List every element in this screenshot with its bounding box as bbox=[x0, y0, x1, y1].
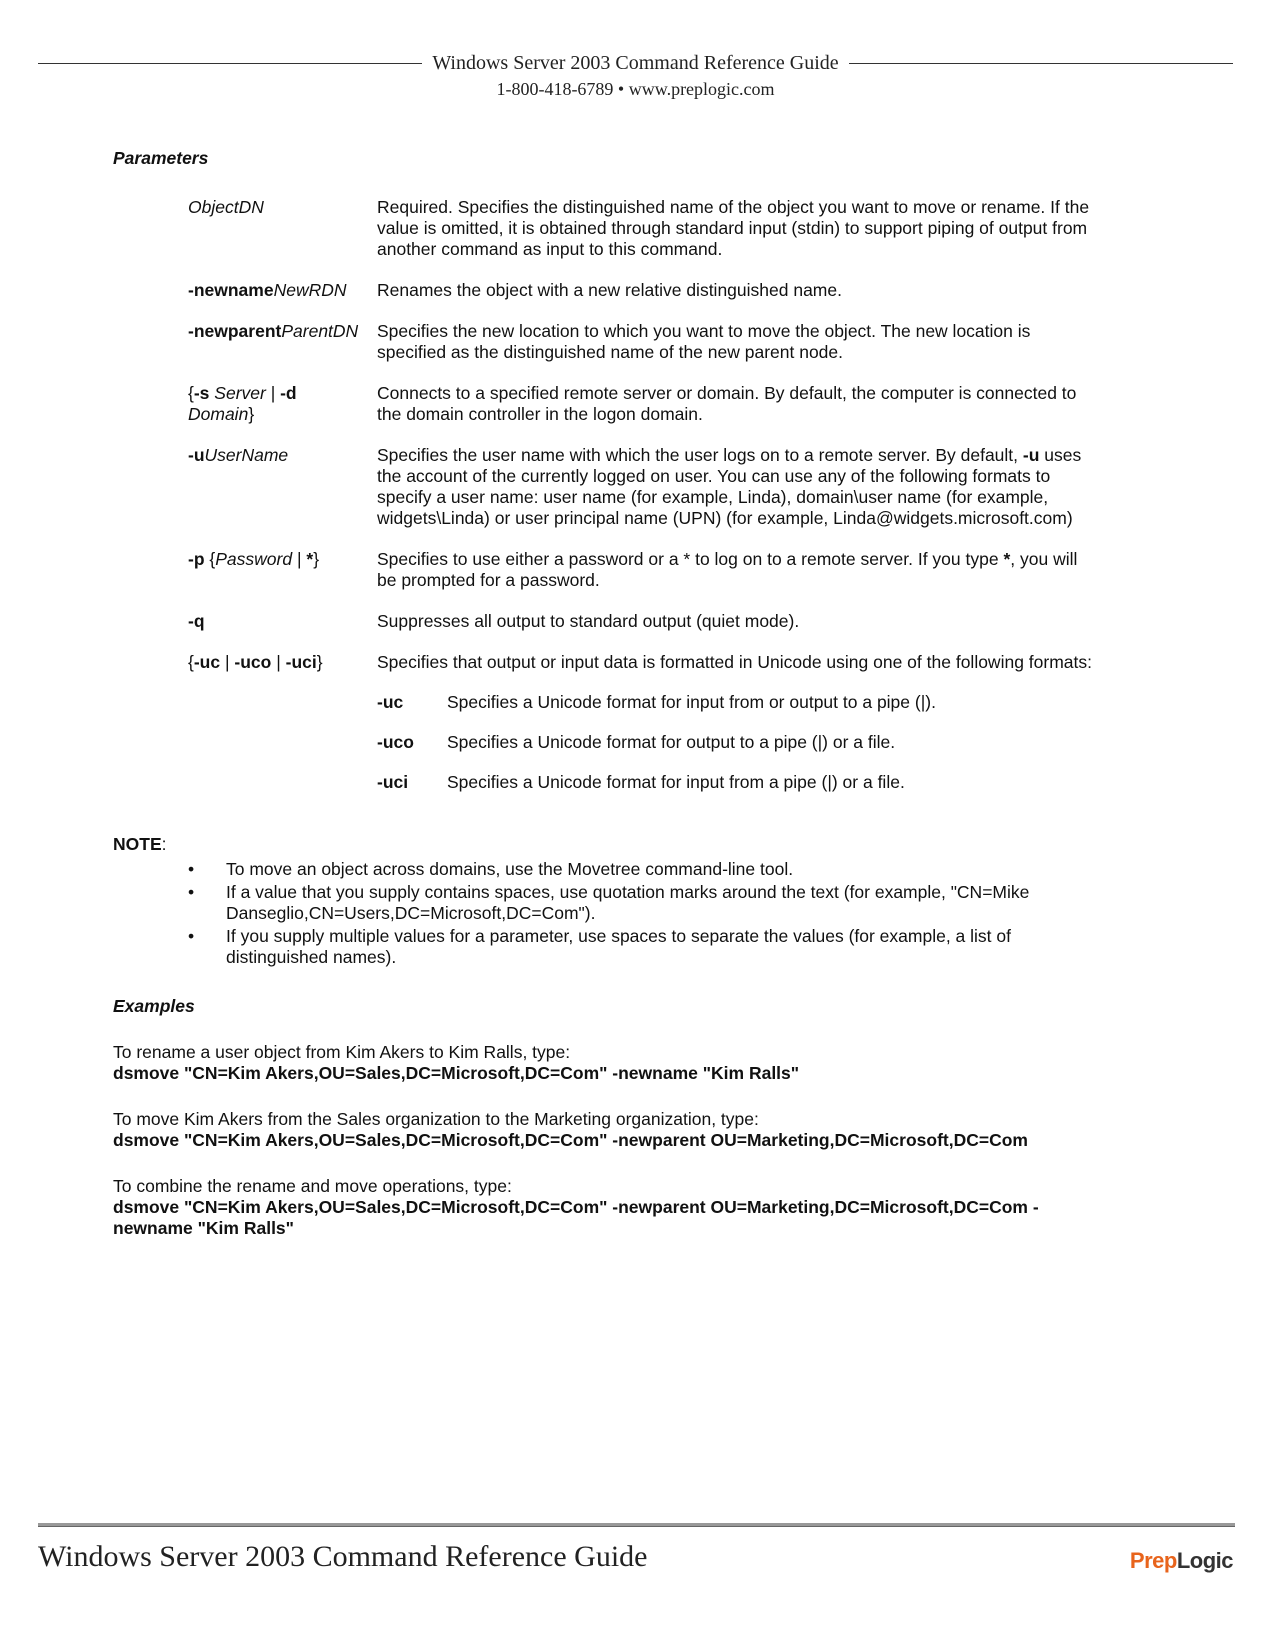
param-flag: -p bbox=[188, 549, 205, 569]
param-desc bbox=[377, 549, 1098, 591]
preplogic-logo bbox=[1130, 1548, 1233, 1574]
param-row-unicode bbox=[188, 652, 1098, 812]
footer-title: Windows Server 2003 Command Reference Guide bbox=[38, 1540, 648, 1573]
desc-part: Specifies the user name with which the user logs on to a remote server. By default, bbox=[377, 445, 1023, 465]
param-desc bbox=[377, 445, 1098, 529]
desc-part: , you will be prompted for a password. bbox=[377, 549, 1078, 590]
list-item-text: If you supply multiple values for a parameter, use spaces to separate the values (for example, a list of distinguished names). bbox=[226, 926, 1011, 967]
param-arg-domain: Domain bbox=[188, 404, 249, 424]
flag-uci: -uci bbox=[285, 652, 317, 672]
brace-open: { bbox=[188, 652, 194, 672]
option-desc: Specifies a Unicode format for input from a pipe (|) or a file. bbox=[447, 772, 905, 792]
note-heading bbox=[113, 834, 1113, 855]
param-name bbox=[188, 445, 377, 529]
footer-rule bbox=[38, 1523, 1235, 1527]
param-flag-d: -d bbox=[280, 383, 297, 403]
param-arg: NewRDN bbox=[273, 280, 347, 300]
bullet-icon: • bbox=[188, 859, 195, 879]
brace-close: } bbox=[313, 549, 320, 569]
param-desc: Required. Specifies the distinguished name of the object you want to move or rename. If the value is omitted, it is obtained through standard input (stdin) to support piping of output from another command as input to this command. bbox=[377, 197, 1090, 259]
header-contact: 1-800-418-6789 • www.preplogic.com bbox=[496, 79, 775, 99]
param-name: ObjectDN bbox=[188, 197, 264, 217]
list-item-text: To move an object across domains, use the Movetree command-line tool. bbox=[226, 859, 794, 879]
option-key: -uc bbox=[377, 692, 404, 712]
param-arg-server: Server bbox=[209, 383, 266, 403]
param-desc bbox=[377, 652, 1098, 812]
separator: | bbox=[292, 549, 307, 569]
param-desc: Specifies the new location to which you want to move the object. The new location is specified as the distinguished name of the new parent node. bbox=[377, 321, 1031, 362]
page-header bbox=[38, 52, 1233, 102]
separator: | bbox=[265, 383, 281, 403]
list-item bbox=[188, 926, 1098, 968]
param-row-newname bbox=[188, 280, 1098, 301]
header-rule-right bbox=[849, 63, 1233, 64]
example-command: dsmove "CN=Kim Akers,OU=Sales,DC=Microsoft,DC=Com" -newparent OU=Marketing,DC=Microsoft,DC=Com bbox=[113, 1130, 1028, 1150]
param-flag: -newname bbox=[188, 280, 274, 300]
option-key: -uci bbox=[377, 772, 409, 792]
desc-part: Specifies to use either a password or a * to log on to a remote server. If you type bbox=[377, 549, 1004, 569]
separator: | bbox=[271, 652, 286, 672]
desc-star: * bbox=[1003, 549, 1011, 569]
option-desc: Specifies a Unicode format for input from or output to a pipe (|). bbox=[447, 692, 936, 712]
desc-flag: -u bbox=[1022, 445, 1040, 465]
param-name: -q bbox=[188, 611, 205, 631]
option-desc: Specifies a Unicode format for output to a pipe (|) or a file. bbox=[447, 732, 896, 752]
param-flag-s: -s bbox=[193, 383, 210, 403]
unicode-options bbox=[377, 692, 1098, 793]
example-move bbox=[113, 1109, 1113, 1151]
example-command: dsmove "CN=Kim Akers,OU=Sales,DC=Microsoft,DC=Com" -newname "Kim Ralls" bbox=[113, 1063, 800, 1083]
desc-part: uses the account of the currently logged on user. You can use any of the following formats to specify a user name: user name (for example, Linda), domain\user name (for example, widgets\Linda) or user principal name (UPN) (for example, Linda@widgets.microsoft.com) bbox=[377, 445, 1082, 528]
parameters-heading: Parameters bbox=[113, 148, 209, 168]
header-title: Windows Server 2003 Command Reference Guide bbox=[432, 52, 839, 74]
param-row-quiet bbox=[188, 611, 1098, 632]
param-name bbox=[188, 652, 377, 812]
example-intro: To combine the rename and move operations, type: bbox=[113, 1176, 512, 1196]
list-item bbox=[188, 882, 1098, 924]
brace-close: } bbox=[248, 404, 255, 424]
logo-logic: Logic bbox=[1176, 1548, 1233, 1573]
param-row-server-domain bbox=[188, 383, 1098, 425]
param-row-newparent bbox=[188, 321, 1098, 363]
example-rename bbox=[113, 1042, 1113, 1084]
param-name bbox=[188, 383, 377, 425]
main-content bbox=[113, 148, 1113, 1239]
unicode-option-row bbox=[377, 732, 1098, 753]
brace-open: { bbox=[204, 549, 216, 569]
param-name bbox=[188, 280, 377, 301]
flag-uc: -uc bbox=[193, 652, 221, 672]
example-intro: To rename a user object from Kim Akers to Kim Ralls, type: bbox=[113, 1042, 571, 1062]
param-name bbox=[188, 549, 377, 591]
list-item-text: If a value that you supply contains spaces, use quotation marks around the text (for example, "CN=Mike Danseglio,CN=Users,DC=Microsoft,DC=Com"). bbox=[226, 882, 1030, 923]
param-arg: ParentDN bbox=[281, 321, 359, 341]
header-rule-left bbox=[38, 63, 422, 64]
param-row-username bbox=[188, 445, 1098, 529]
logo-prep: Prep bbox=[1129, 1548, 1177, 1573]
param-star: * bbox=[306, 549, 314, 569]
param-name bbox=[188, 321, 377, 363]
param-desc: Connects to a specified remote server or domain. By default, the computer is connected to the domain controller in the logon domain. bbox=[377, 383, 1077, 424]
note-list bbox=[188, 859, 1098, 968]
example-combine bbox=[113, 1176, 1113, 1239]
option-key: -uco bbox=[377, 732, 414, 752]
param-arg: UserName bbox=[204, 445, 289, 465]
note-colon: : bbox=[161, 834, 167, 854]
param-row-password bbox=[188, 549, 1098, 591]
separator: | bbox=[220, 652, 235, 672]
brace-open: { bbox=[188, 383, 194, 403]
unicode-option-row bbox=[377, 772, 1098, 793]
flag-uco: -uco bbox=[234, 652, 272, 672]
list-item bbox=[188, 859, 1098, 880]
param-flag: -u bbox=[188, 445, 205, 465]
param-desc: Suppresses all output to standard output (quiet mode). bbox=[377, 611, 800, 631]
parameters-table bbox=[188, 197, 1098, 812]
example-intro: To move Kim Akers from the Sales organization to the Marketing organization, type: bbox=[113, 1109, 759, 1129]
example-command: dsmove "CN=Kim Akers,OU=Sales,DC=Microsoft,DC=Com" -newparent OU=Marketing,DC=Microsoft,DC=Com -newname "Kim Ralls" bbox=[113, 1197, 1039, 1238]
param-arg: Password bbox=[215, 549, 293, 569]
examples-heading: Examples bbox=[113, 996, 195, 1016]
bullet-icon: • bbox=[188, 926, 195, 946]
header-title-row bbox=[38, 52, 1233, 75]
param-desc: Renames the object with a new relative distinguished name. bbox=[377, 280, 842, 300]
unicode-option-row bbox=[377, 692, 1098, 713]
brace-close: } bbox=[316, 652, 323, 672]
bullet-icon: • bbox=[188, 882, 195, 902]
param-row-objectdn bbox=[188, 197, 1098, 260]
param-flag: -newparent bbox=[188, 321, 282, 341]
unicode-desc: Specifies that output or input data is formatted in Unicode using one of the following formats: bbox=[377, 652, 1092, 672]
note-label: NOTE bbox=[113, 834, 162, 854]
